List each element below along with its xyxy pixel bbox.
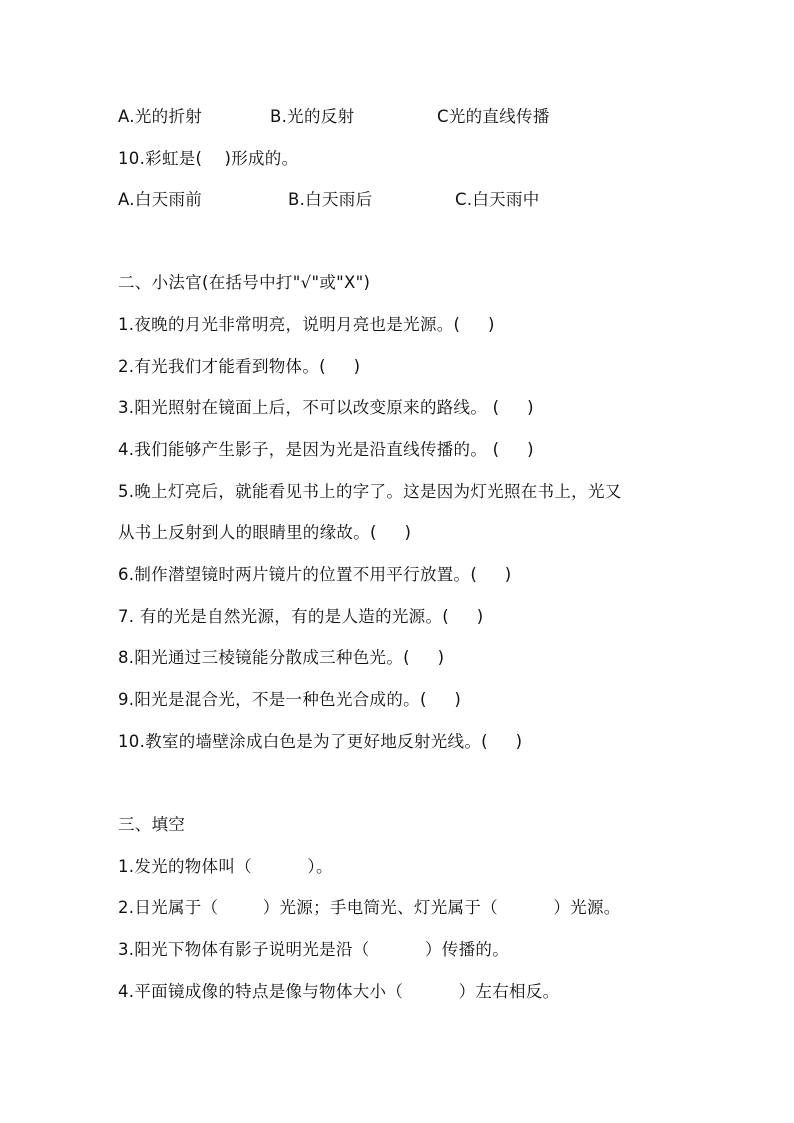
fill-item-4: 4.平面镜成像的特点是像与物体大小（ ）左右相反。 — [118, 982, 560, 1001]
section-2-heading: 二、小法官(在括号中打"√"或"X") — [118, 273, 371, 292]
tf-item-10: 10.教室的墙壁涂成白色是为了更好地反射光线。( ) — [118, 732, 523, 751]
q9-option-c: C光的直线传播 — [437, 107, 550, 126]
section-3-heading: 三、填空 — [118, 815, 186, 834]
q9-option-a: A.光的折射 — [118, 107, 203, 126]
tf-item-5-line-1: 5.晚上灯亮后，就能看见书上的字了。这是因为灯光照在书上，光又 — [118, 482, 622, 501]
tf-item-3: 3.阳光照射在镜面上后，不可以改变原来的路线。 ( ) — [118, 398, 534, 417]
tf-item-7: 7. 有的光是自然光源，有的是人造的光源。( ) — [118, 607, 484, 626]
q9-option-b: B.光的反射 — [270, 107, 355, 126]
fill-item-2: 2.日光属于（ ）光源；手电筒光、灯光属于（ ）光源。 — [118, 898, 621, 917]
tf-item-8: 8.阳光通过三棱镜能分散成三种色光。( ) — [118, 648, 445, 667]
fill-item-3: 3.阳光下物体有影子说明光是沿（ ）传播的。 — [118, 940, 509, 959]
q10-option-a: A.白天雨前 — [118, 190, 203, 209]
fill-item-1: 1.发光的物体叫（ ）。 — [118, 857, 333, 876]
tf-item-2: 2.有光我们才能看到物体。( ) — [118, 357, 361, 376]
tf-item-5-line-2: 从书上反射到人的眼睛里的缘故。( ) — [118, 523, 412, 542]
tf-item-9: 9.阳光是混合光，不是一种色光合成的。( ) — [118, 690, 462, 709]
question-10: 10.彩虹是( )形成的。 — [118, 149, 299, 168]
tf-item-4: 4.我们能够产生影子，是因为光是沿直线传播的。 ( ) — [118, 440, 534, 459]
q10-option-b: B.白天雨后 — [288, 190, 373, 209]
q10-option-c: C.白天雨中 — [455, 190, 540, 209]
tf-item-6: 6.制作潜望镜时两片镜片的位置不用平行放置。( ) — [118, 565, 512, 584]
tf-item-1: 1.夜晚的月光非常明亮，说明月亮也是光源。( ) — [118, 315, 495, 334]
